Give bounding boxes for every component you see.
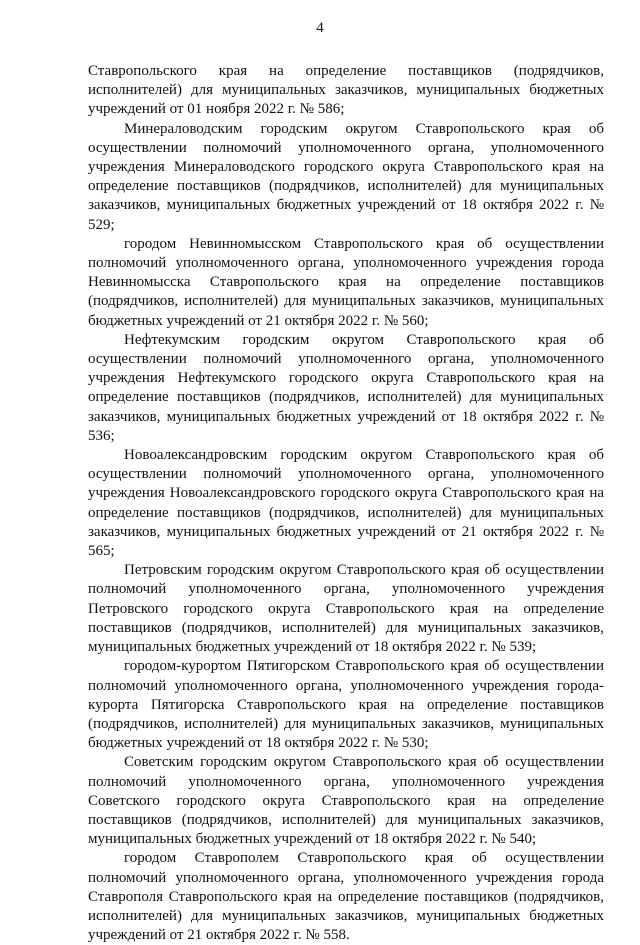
paragraph-pyatigorsk: городом-курортом Пятигорском Ставропольского края об осуществлении полномочий уполномоченного органа, уполномоченного учреждения города-курорта Пятигорска Ставропольского края на определение поставщиков (подрядчиков, исполнителей) для муниципальных заказчиков, муниципальных бюджетных учреждений от 18 октября 2022 г. № 530; [88, 658, 604, 752]
paragraph-sovetsky: Советским городским округом Ставропольского края об осуществлении полномочий уполномоченного органа, уполномоченного учреждения Советского городского округа Ставропольского края на определение поставщиков (подрядчиков, исполнителей) для муниципальных заказчиков, муниципальных бюджетных учреждений от 18 октября 2022 г. № 540; [88, 754, 604, 848]
paragraph-continuation: Ставропольского края на определение поставщиков (подрядчиков, исполнителей) для муниципальных заказчиков, муниципальных бюджетных учреждений от 01 ноября 2022 г. № 586; [88, 63, 604, 118]
paragraph-stavropol: городом Ставрополем Ставропольского края об осуществлении полномочий уполномоченного органа, уполномоченного учреждения города Ставрополя Ставропольского края на определение поставщиков (подрядчиков, исполнителей) для муниципальных заказчиков, муниципальных бюджетных учреждений от 21 октября 2022 г. № 558. [88, 850, 604, 944]
document-body [88, 62, 604, 945]
paragraph-novoaleksandrovsky: Новоалександровским городским округом Ставропольского края об осуществлении полномочий уполномоченного органа, уполномоченного учреждения Новоалександровского городского округа Ставропольского края на определение поставщиков (подрядчиков, исполнителей) для муниципальных заказчиков, муниципальных бюджетных учреждений от 21 октября 2022 г. № 565; [88, 447, 604, 560]
page-number: 4 [316, 20, 324, 36]
paragraph-petrovsky: Петровским городским округом Ставропольского края об осуществлении полномочий уполномоченного органа, уполномоченного учреждения Петровского городского округа Ставропольского края на определение поставщиков (подрядчиков, исполнителей) для муниципальных заказчиков, муниципальных бюджетных учреждений от 18 октября 2022 г. № 539; [88, 562, 604, 656]
paragraph-nevinnomyssk: городом Невинномысском Ставропольского края об осуществлении полномочий уполномоченного органа, уполномоченного учреждения города Невинномысска Ставропольского края на определение поставщиков (подрядчиков, исполнителей) для муниципальных заказчиков, муниципальных бюджетных учреждений от 21 октября 2022 г. № 560; [88, 235, 604, 329]
paragraph-mineralovodsky: Минераловодским городским округом Ставропольского края об осуществлении полномочий уполномоченного органа, уполномоченного учреждения Минераловодского городского округа Ставропольского края на определение поставщиков (подрядчиков, исполнителей) для муниципальных заказчиков, муниципальных бюджетных учреждений от 18 октября 2022 г. № 529; [88, 120, 604, 233]
paragraph-neftekumsky: Нефтекумским городским округом Ставропольского края об осуществлении полномочий уполномоченного органа, уполномоченного учреждения Нефтекумского городского округа Ставропольского края на определение поставщиков (подрядчиков, исполнителей) для муниципальных заказчиков, муниципальных бюджетных учреждений от 18 октября 2022 г. № 536; [88, 331, 604, 444]
